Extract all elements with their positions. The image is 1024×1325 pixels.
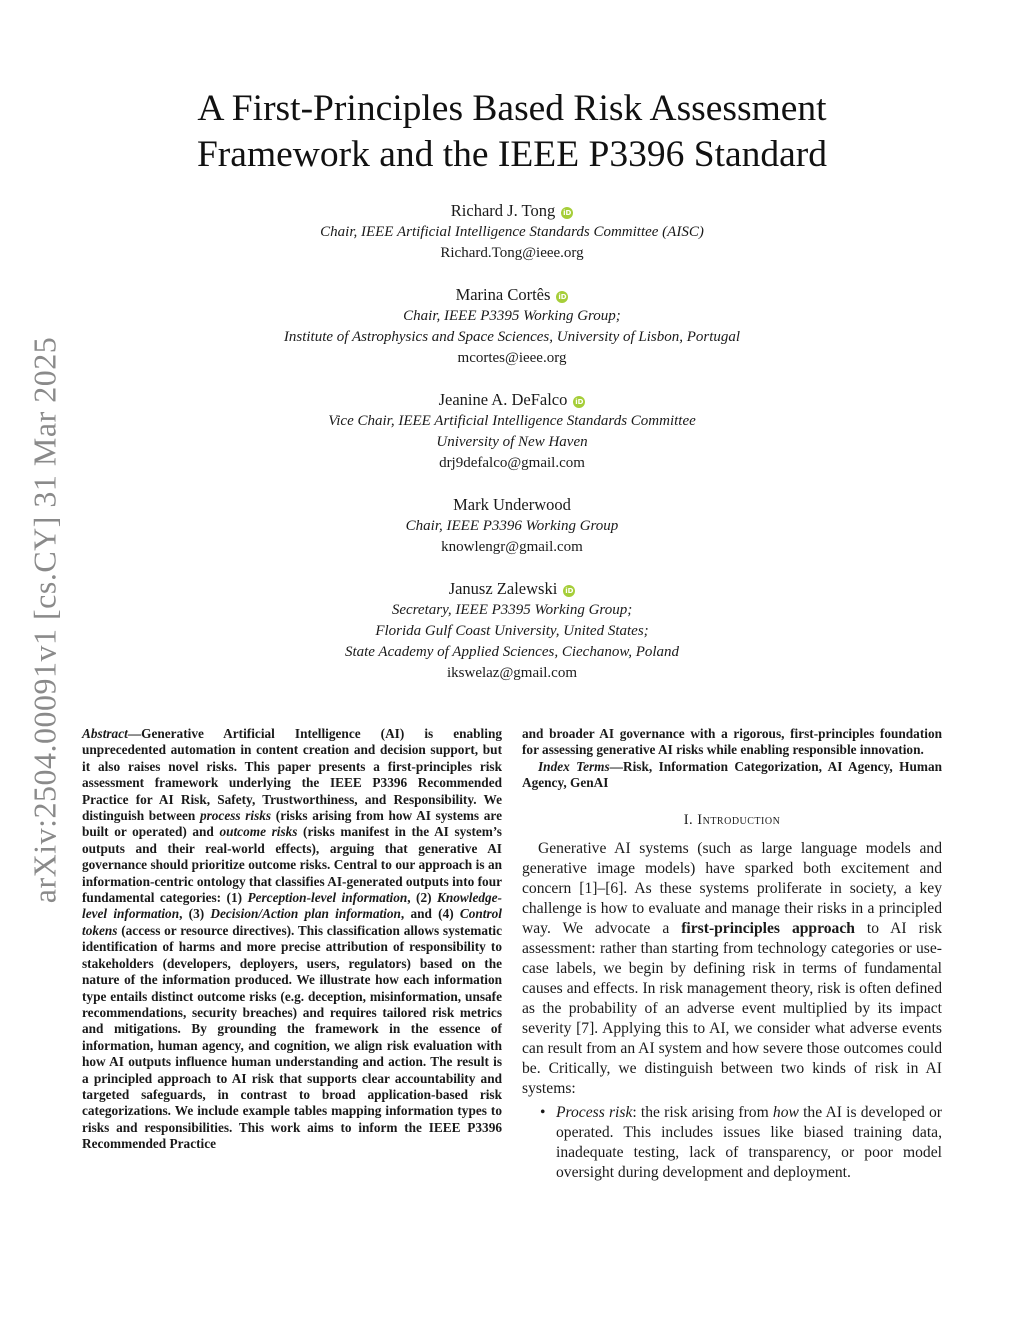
author-name: Mark Underwood — [453, 495, 571, 514]
intro-paragraph — [522, 839, 942, 1099]
abstract-emphasis: process risks — [199, 808, 272, 824]
section-heading — [522, 812, 942, 829]
paragraph-strong: first-principles approach — [681, 919, 855, 937]
abstract-emphasis: Control tokens — [82, 906, 502, 938]
author-5 — [150, 578, 874, 684]
list-item — [522, 1103, 942, 1183]
author-3 — [150, 389, 874, 474]
abstract-text: , and (4) — [400, 906, 460, 922]
author-affiliation: Institute of Astrophysics and Space Sciences, University of Lisbon, Portugal — [283, 329, 741, 345]
paragraph-text: to AI risk assessment: rather than starting from technology categories or use-case labels, we begin by defining risk in terms of fundamental causes and effects. In risk management theory, risk is often defined as the probability of an adverse event multiplied by its impact severity [7]. Applying this to AI, we consider what adverse events can result from an AI system and how severe those outcomes could be. Critically, we distinguish between two kinds of risk in AI systems: — [522, 919, 942, 1097]
author-2 — [150, 284, 874, 369]
bullet-text: the AI is developed or operated. This includes issues like biased training data, inadequate testing, lack of transparency, or poor model oversight during development and deployment. — [556, 1103, 942, 1181]
author-affiliation: Chair, IEEE P3396 Working Group — [405, 518, 619, 534]
arxiv-sidebar — [0, 310, 90, 930]
author-4 — [150, 494, 874, 558]
bullet-icon: • — [540, 1103, 546, 1121]
paragraph-text: Generative AI systems (such as large language models and generative image models) have sparked both excitement and concern [1]–[6]. As these systems proliferate in society, a key challenge is how to evaluate and manage their risks in a principled way. We advocate a — [522, 839, 942, 937]
author-email: mcortes@ieee.org — [457, 350, 567, 366]
title-line-2: Framework and the IEEE P3396 Standard — [196, 134, 828, 175]
author-affiliation: Secretary, IEEE P3395 Working Group; — [391, 602, 633, 618]
left-column — [82, 726, 502, 1153]
orcid-icon[interactable]: iD — [575, 398, 584, 406]
abstract-emphasis: Decision/Action plan information — [210, 906, 401, 922]
bullet-emphasis: how — [772, 1103, 799, 1121]
author-name: Richard J. Tong — [450, 201, 556, 220]
abstract-label: Abstract — [82, 726, 128, 741]
bullet-text: : the risk arising from — [632, 1103, 773, 1121]
abstract-text: —Generative Artificial Intelligence (AI) is enabling unprecedented automation in content creation and decision support, but it also raises novel risks. This paper presents a first-principles risk assessment framework underlying the IEEE P3396 Recommended Practice for AI Risk, Safety, Trustworthiness, and Responsibility. We distinguish between — [82, 726, 502, 824]
abstract-emphasis: Perception-level information — [247, 890, 408, 906]
author-affiliation: Chair, IEEE Artificial Intelligence Standards Committee (AISC) — [320, 224, 704, 240]
author-affiliation: Florida Gulf Coast University, United States; — [375, 623, 649, 639]
author-affiliation: Vice Chair, IEEE Artificial Intelligence Standards Committee — [328, 413, 696, 429]
orcid-icon[interactable]: iD — [558, 293, 567, 301]
author-email: drj9defalco@gmail.com — [439, 455, 585, 471]
author-affiliation: Chair, IEEE P3395 Working Group; — [403, 308, 621, 324]
index-terms — [522, 759, 942, 792]
index-terms-text: —Risk, Information Categorization, AI Agency, Human Agency, GenAI — [522, 758, 942, 791]
section-heading-text: I. Introduction — [683, 811, 781, 828]
author-block — [150, 200, 874, 704]
abstract-text: , (3) — [179, 906, 211, 922]
abstract-text: (access or resource directives). This classification allows systematic identification of harms and more precise attribution of responsibility to stakeholders (developers, deployers, users, regulators) based on the nature of the information produced. We illustrate how each information type entails distinct outcome risks (e.g. deception, misinformation, unsafe recommendations, security breaches) and requires tailored risk metrics and mitigations. By grounding the framework in the essence of information, human agency, and cognition, we align risk evaluation with how AI outputs influence human understanding and action. The result is a principled approach to AI risk that supports clear accountability and targeted safeguards, in contrast to broad application-based risk categorizations. We include example tables mapping information types to risks and responsibilities. This work aims to inform the IEEE P3396 Recommended Practice — [82, 922, 502, 1152]
author-name: Marina Cortês — [455, 285, 551, 304]
author-email: knowlengr@gmail.com — [441, 539, 583, 555]
orcid-icon[interactable]: iD — [565, 587, 574, 595]
abstract-text: (risks manifest in the AI system’s outputs and their real-world effects), arguing that generative AI governance should prioritize outcome risks. Central to our approach is an information-centric ontology that classifies AI-generated outputs into four fundamental categories: (1) — [82, 824, 502, 906]
author-affiliation: State Academy of Applied Sciences, Ciechanow, Poland — [344, 644, 680, 660]
bullet-term: Process risk — [556, 1103, 633, 1121]
abstract-text: (risks arising from how AI systems are built or operated) and — [82, 808, 502, 840]
arxiv-identifier: arXiv:2504.00091v1 [cs.CY] 31 Mar 2025 — [26, 336, 63, 904]
author-name: Janusz Zalewski — [448, 579, 558, 598]
author-email: ikswelaz@gmail.com — [446, 665, 578, 681]
abstract-emphasis: Knowledge-level information — [82, 890, 502, 922]
orcid-icon[interactable]: iD — [563, 209, 572, 217]
right-column — [522, 726, 942, 1183]
abstract-emphasis: outcome risks — [219, 824, 298, 840]
author-affiliation: University of New Haven — [436, 434, 588, 450]
abstract-continuation: and broader AI governance with a rigorous, first-principles foundation for assessing generative AI risks while enabling responsible innovation. — [522, 726, 942, 758]
author-1 — [150, 200, 874, 264]
abstract — [82, 726, 502, 1153]
author-name: Jeanine A. DeFalco — [438, 390, 568, 409]
index-terms-label: Index Terms — [538, 758, 610, 774]
abstract-text: , (2) — [407, 890, 437, 906]
author-email: Richard.Tong@ieee.org — [440, 245, 584, 261]
paper-title — [120, 86, 904, 178]
title-line-1: A First-Principles Based Risk Assessment — [197, 88, 827, 129]
